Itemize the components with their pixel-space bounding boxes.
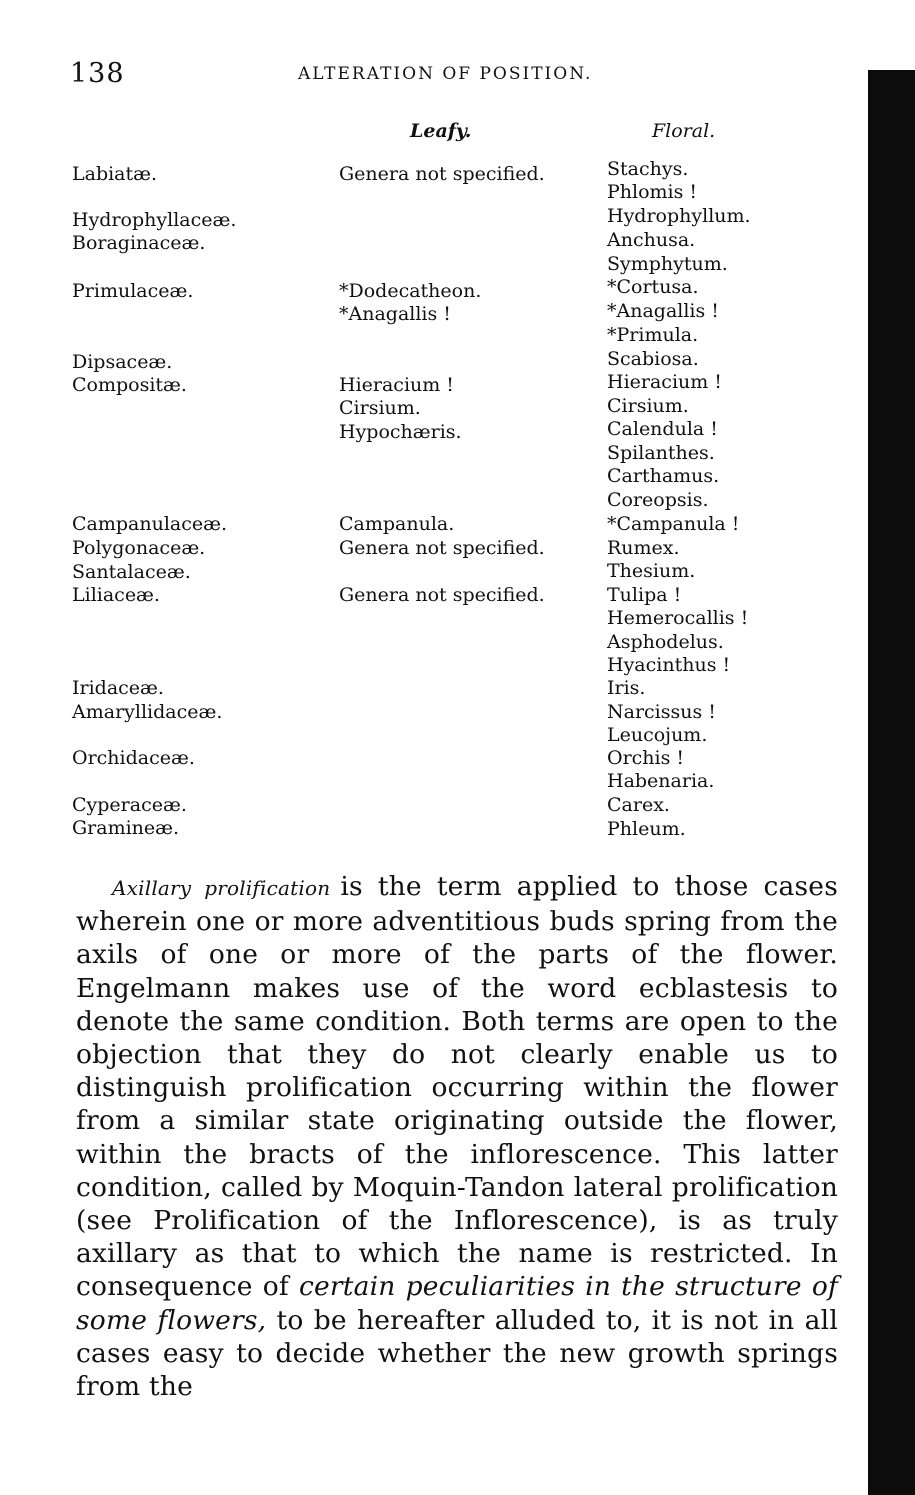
page-edge-shadow <box>868 70 915 1495</box>
floral-column-header: Floral. <box>652 120 716 142</box>
floral-entry: Spilanthes. <box>607 442 715 464</box>
family-entry: Cyperaceæ. <box>72 794 187 816</box>
floral-entry: *Campanula ! <box>607 513 740 535</box>
leafy-entry: *Anagallis ! <box>339 303 451 325</box>
italic-phrase: certain peculiarities in the structure of some flowers, <box>76 1271 839 1336</box>
body-text: is the term applied to those cases wherein one or more adventitious buds spring from the axils of one or more of the parts of the flower. Engelmann makes use of the word ecblastesis to denote the same condition. Both terms are open to the objection that they do not clearly enable us to distinguish prolification occurring within the flower from a similar state originating outside the flower, within the bracts of the inflorescence. This latter condition, called by Moquin-Tandon lateral prolification (see Prolification of the Inflorescence), is as truly axillary as that to which the name is restricted. In consequence of <box>76 871 838 1303</box>
family-entry: Liliaceæ. <box>72 584 160 606</box>
family-entry: Compositæ. <box>72 374 187 396</box>
floral-entry: Hieracium ! <box>607 371 722 393</box>
floral-entry: *Anagallis ! <box>607 300 719 322</box>
body-paragraph <box>76 870 838 1403</box>
leafy-entry: Cirsium. <box>339 397 421 419</box>
floral-entry: *Cortusa. <box>607 276 699 298</box>
floral-entry: Anchusa. <box>607 229 696 251</box>
leafy-entry: Hieracium ! <box>339 374 454 396</box>
family-entry: Labiatæ. <box>72 163 158 185</box>
floral-entry: *Primula. <box>607 324 699 346</box>
floral-entry: Narcissus ! <box>607 701 716 723</box>
family-entry: Santalaceæ. <box>72 561 191 583</box>
floral-entry: Stachys. <box>607 158 689 180</box>
floral-entry: Thesium. <box>607 560 696 582</box>
running-title: ALTERATION OF POSITION. <box>298 64 593 84</box>
floral-entry: Phlomis ! <box>607 181 698 203</box>
floral-entry: Cirsium. <box>607 395 689 417</box>
family-entry: Campanulaceæ. <box>72 513 228 535</box>
leafy-entry: Campanula. <box>339 513 455 535</box>
floral-entry: Tulipa ! <box>607 584 682 606</box>
family-entry: Iridaceæ. <box>72 677 164 699</box>
leafy-entry: *Dodecatheon. <box>339 280 482 302</box>
family-entry: Gramineæ. <box>72 817 180 839</box>
family-entry: Orchidaceæ. <box>72 747 195 769</box>
floral-entry: Asphodelus. <box>607 631 724 653</box>
floral-entry: Carex. <box>607 794 670 816</box>
family-entry: Boraginaceæ. <box>72 232 206 254</box>
floral-entry: Coreopsis. <box>607 489 709 511</box>
family-entry: Primulaceæ. <box>72 280 194 302</box>
floral-entry: Hemerocallis ! <box>607 607 749 629</box>
family-entry: Dipsaceæ. <box>72 351 173 373</box>
floral-entry: Carthamus. <box>607 465 720 487</box>
floral-entry: Rumex. <box>607 537 680 559</box>
floral-entry: Orchis ! <box>607 747 685 769</box>
body-text-continued: to be hereafter alluded to, it is not in all cases easy to decide whether the new growth springs from the <box>76 1304 839 1403</box>
floral-entry: Iris. <box>607 677 646 699</box>
floral-entry: Scabiosa. <box>607 348 699 370</box>
lead-term: Axillary prolification <box>112 876 331 900</box>
floral-entry: Hyacinthus ! <box>607 654 731 676</box>
family-entry: Hydrophyllaceæ. <box>72 209 237 231</box>
floral-entry: Phleum. <box>607 818 686 840</box>
floral-entry: Symphytum. <box>607 253 728 275</box>
floral-entry: Habenaria. <box>607 770 715 792</box>
floral-entry: Leucojum. <box>607 724 708 746</box>
floral-entry: Calendula ! <box>607 418 718 440</box>
leafy-entry: Genera not specified. <box>339 537 545 559</box>
leafy-entry: Hypochæris. <box>339 421 462 443</box>
page-number: 138 <box>70 58 125 89</box>
family-entry: Polygonaceæ. <box>72 537 206 559</box>
family-entry: Amaryllidaceæ. <box>72 701 223 723</box>
leafy-entry: Genera not specified. <box>339 163 545 185</box>
floral-entry: Hydrophyllum. <box>607 205 751 227</box>
leafy-entry: Genera not specified. <box>339 584 545 606</box>
leafy-column-header: Leafy. <box>410 120 472 142</box>
